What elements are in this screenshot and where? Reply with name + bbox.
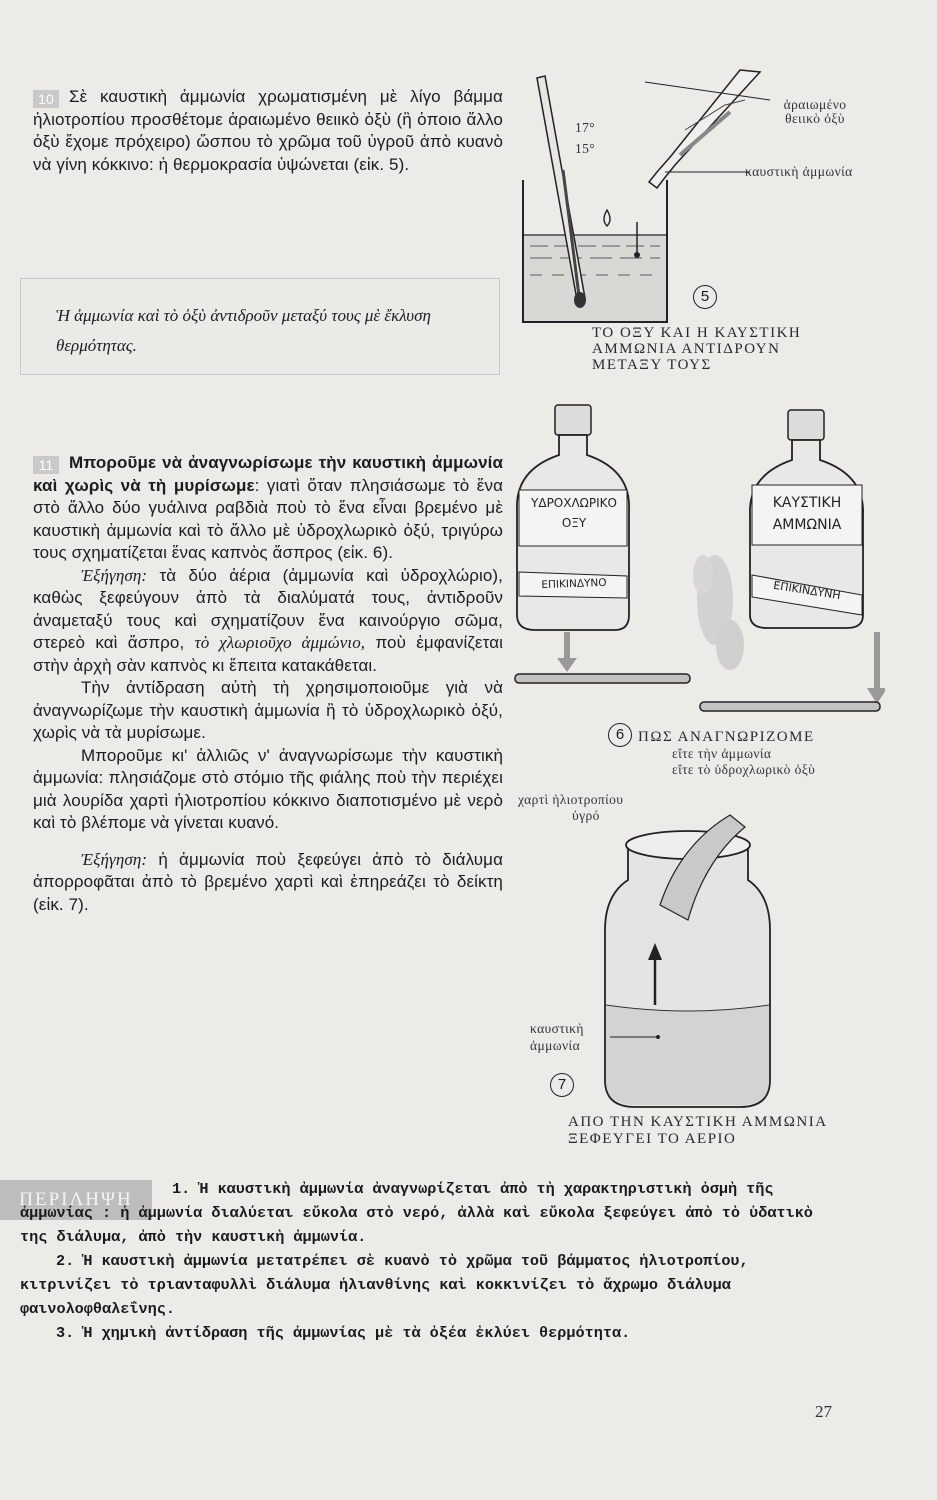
- note-text: Ἡ ἀμμωνία καὶ τὸ ὀξὺ ἀντιδροῦν μεταξύ τους μὲ ἔκλυση θερμότητας.: [56, 306, 431, 355]
- summary-item-2: 2. Ἡ καυστικὴ ἀμμωνία μετατρέπει σὲ κυανὸ τὸ χρῶμα τοῦ βάμματος ἡλιοτροπίου, κιτρινίζει τὸ τριανταφυλλὶ διάλυμα ἡλιανθίνης καὶ κοκκινίζει τὸ ἄχρωμο διάλυμα φαινολοφθαλεΐνης.: [20, 1252, 749, 1318]
- figure-6-illustration: [505, 400, 885, 725]
- figure-5-label-acid: ἀραιωμένο θειικὸ ὀξὺ: [783, 97, 847, 126]
- bottle-2-label-line2: ΑΜΜΩΝΙΑ: [772, 517, 842, 533]
- figure-5-label-ammonia: καυστικὴ ἀμμωνία: [745, 164, 853, 179]
- figure-5-temp-15: 15°: [575, 141, 596, 156]
- explanation-1-text-a: τὰ δύο ἀέρια (ἀμμωνία καὶ ὑδροχλώριο), καθὼς ξεφεύγουν ἀπὸ τὰ διαλύματά τους, ἀντιδροῦν ἀναμεταξύ τους καὶ σχηματίζουν ἕνα καινούργιο σῶμα, στερεὸ καὶ ἄσπρο,: [33, 565, 503, 652]
- explanation-1-label: Ἐξήγηση:: [81, 565, 148, 585]
- section-11-marker: 11: [33, 456, 59, 474]
- figure-5-temp-17: 17°: [575, 120, 596, 135]
- bottle-1-label-line2: ΟΞΥ: [561, 516, 587, 530]
- summary-item-1: 1. Ἡ καυστικὴ ἀμμωνία ἀναγνωρίζεται ἀπὸ τὴ χαρακτηριστικὴ ὀσμὴ τῆς ἀμμωνίας : ἡ ἀμμωνία διαλύεται εὔκολα στὸ νερό, ἀλλὰ καὶ εὔκολα ξεφεύγει ἀπὸ τὸ ὑδατικὸ της διάλυμα, ἀπὸ τὴν καυστικὴ ἀμμωνία.: [20, 1180, 813, 1246]
- summary-badge: ΠΕΡΙΛΗΨΗ: [0, 1180, 152, 1220]
- note-box: [20, 278, 500, 375]
- bottle-2-label: [752, 492, 862, 536]
- figure-7-label-ammonia-1: καυστικὴ: [530, 1021, 584, 1036]
- explanation-2-text: ἡ ἀμμωνία ποὺ ξεφεύγει ἀπὸ τὸ διάλυμα ἀπορροφᾶται ἀπὸ τὸ βρεμένο χαρτὶ καὶ ἐπηρεάζει τὸ δείκτη (εἰκ. 7).: [33, 849, 503, 914]
- section-10-paragraph: [33, 86, 503, 176]
- explanation-2-label: Ἐξήγηση:: [81, 849, 148, 869]
- figure-7-label-paper: χαρτὶ ἡλιοτροπίου: [518, 792, 624, 807]
- paragraph-litmus: Μποροῦμε κι' ἀλλιῶς ν' ἀναγνωρίσωμε τὴν καυστικὴ ἀμμωνία: πλησιάζομε στὸ στόμιο τῆς φιάλης ποὺ τὴν περιέχει μιὰ λουρίδα χαρτὶ ἡλιοτροπίου κόκκινο διαποτισμένο μὲ νερὸ καὶ τὸ βλέπομε νὰ γίνεται κυανό.: [33, 745, 503, 832]
- explanation-2: [33, 849, 503, 917]
- figure-7-label-ammonia-2: ἀμμωνία: [530, 1038, 581, 1053]
- summary-item-3: 3. Ἡ χημικὴ ἀντίδραση τῆς ἀμμωνίας μὲ τὰ ὀξέα ἐκλύει θερμότητα.: [56, 1324, 631, 1342]
- bottle-1-label: [520, 493, 628, 533]
- figure-5-number: 5: [693, 285, 717, 309]
- figure-7-label-wet: ὑγρό: [572, 808, 600, 823]
- page-number: 27: [815, 1402, 832, 1421]
- figure-6-sub1: εἴτε τὴν ἀμμωνία: [672, 746, 772, 761]
- figure-6-caption: ΠΩΣ ΑΝΑΓΝΩΡΙΖΟΜΕ: [638, 729, 815, 745]
- bottle-2-warning: ΕΠΙΚΙΝΔΥΝΗ: [772, 578, 842, 603]
- section-10-text: Σὲ καυστικὴ ἀμμωνία χρωματισμένη μὲ λίγο βάμμα ἡλιοτροπίου προσθέτομε ἀραιωμένο θειικὸ ὀξὺ (ἢ ὁποιο ἄλλο ὀξὺ ἔχομε πρόχειρο) ὥσπου τὸ χρῶμα τοῦ ὑγροῦ ἀπὸ κυανὸ νὰ γίνη κόκκινο: ἡ θερμοκρασία ὑψώνεται (εἰκ. 5).: [33, 87, 503, 174]
- bottle-1-warning: ΕΠΙΚΙΝΔΥΝΟ: [541, 576, 607, 592]
- figure-6-sub2: εἴτε τὸ ὑδροχλωρικὸ ὀξὺ: [672, 762, 816, 777]
- section-11-heading: Μποροῦμε νὰ ἀναγνωρίσωμε τὴν καυστικὴ ἀμμωνία καὶ χωρὶς νὰ τὴ μυρίσωμε: [33, 453, 503, 495]
- explanation-1-text-b: ποὺ ἐμφανίζεται στὴν ἀρχὴ σὰν καπνὸς κι ἔπειτα κατακάθεται.: [33, 633, 503, 675]
- figure-5-caption: ΤΟ ΟΞΥ ΚΑΙ Η ΚΑΥΣΤΙΚΗ ΑΜΜΩΝΙΑ ΑΝΤΙΔΡΟΥΝ ΜΕΤΑΞΥ ΤΟΥΣ: [592, 325, 802, 373]
- figure-7-number: 7: [550, 1073, 574, 1097]
- figure-7-caption-2: ΞΕΦΕΥΓΕΙ ΤΟ ΑΕΡΙΟ: [568, 1131, 737, 1147]
- figure-7-illustration: [600, 805, 780, 1115]
- explanation-1: [33, 565, 503, 678]
- figure-7-caption-1: ΑΠΟ ΤΗΝ ΚΑΥΣΤΙΚΗ ΑΜΜΩΝΙΑ: [568, 1114, 828, 1130]
- paragraph-reaction-use: Τὴν ἀντίδραση αὐτὴ τὴ χρησιμοποιοῦμε γιὰ νὰ ἀναγνωρίζωμε τὴν καυστικὴ ἀμμωνία ἢ τὸ ὑδροχλωρικὸ ὀξύ, χωρὶς νὰ τὰ μυρίσωμε.: [33, 678, 503, 742]
- summary-block: [20, 1177, 845, 1345]
- explanation-1-italic: τὸ χλωριοῦχο ἀμμώνιο,: [194, 633, 366, 652]
- bottle-2-label-line1: ΚΑΥΣΤΙΚΗ: [772, 495, 842, 511]
- section-11-intro: [33, 452, 503, 565]
- section-10-marker: 10: [33, 90, 59, 108]
- figure-6-number: 6: [608, 723, 632, 747]
- section-11-body: [33, 452, 503, 916]
- bottle-1-label-line1: ΥΔΡΟΧΛΩΡΙΚΟ: [531, 496, 617, 510]
- section-11-text: : γιατὶ ὅταν πλησιάσωμε τὸ ἕνα στὸ ἄλλο δύο γυάλινα ραβδιὰ ποὺ τὸ ἕνα εἶναι βρεμένο μὲ καυστικὴ ἀμμωνία καὶ τὸ ἄλλο μὲ ὑδροχλωρικὸ ὀξύ, τριγύρω τους σχηματίζεται ἕνας καπνὸς ἄσπρος (εἰκ. 6).: [33, 475, 503, 562]
